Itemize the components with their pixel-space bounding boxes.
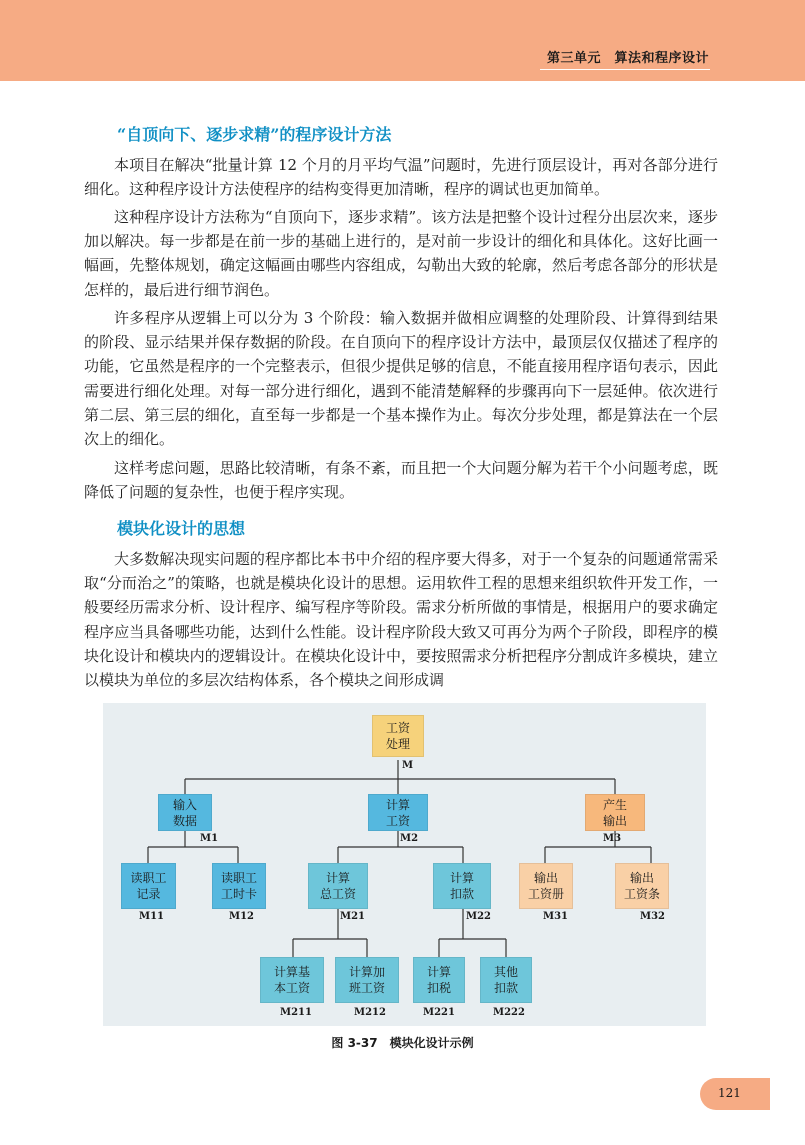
node-code: M222 bbox=[493, 1007, 525, 1018]
node-code: M32 bbox=[640, 911, 665, 922]
node-compute-tax: 计算 扣税 bbox=[413, 957, 465, 1003]
node-code: M212 bbox=[354, 1007, 386, 1018]
node-other-deductions: 其他 扣款 bbox=[480, 957, 532, 1003]
node-produce-output: 产生 输出 bbox=[585, 794, 645, 831]
node-compute-overtime: 计算加 班工资 bbox=[335, 957, 399, 1003]
node-read-employee-record: 读职工 记录 bbox=[121, 863, 176, 909]
paragraph: 这种程序设计方法称为“自顶向下，逐步求精”。该方法是把整个设计过程分出层次来，逐步加以解决。每一步都是在前一步的基础上进行的，是对前一步设计的细化和具体化。这好比画一幅画，先整体规划，确定这幅画由哪些内容组成，勾勒出大致的轮廓，然后考虑各部分的形状是怎样的，最后进行细节润色。 bbox=[84, 208, 718, 299]
node-input-data: 输入 数据 bbox=[158, 794, 212, 831]
node-code: M12 bbox=[229, 911, 254, 922]
paragraph: 许多程序从逻辑上可以分为 3 个阶段：输入数据并做相应调整的处理阶段、计算得到结果的阶段、显示结果并保存数据的阶段。在自顶向下的程序设计方法中，最顶层仅仅描述了程序的功能，它虽然是程序的一个完整表示，但很少提供足够的信息，不能直接用程序语句表示，因此需要进行细化处理。对每一部分进行细化，遇到不能清楚解释的步骤再向下一层延伸。依次进行第二层、第三层的细化，直至每一步都是一个基本操作为止。每次分步处理，都是算法在一个层次上的细化。 bbox=[84, 309, 718, 449]
node-compute-deduction: 计算 扣款 bbox=[433, 863, 491, 909]
figure-caption: 图 3-37 模块化设计示例 bbox=[331, 1036, 474, 1050]
unit-title: 第三单元 算法和程序设计 bbox=[546, 51, 709, 66]
node-payroll: 工资 处理 bbox=[372, 715, 424, 757]
node-code: M31 bbox=[543, 911, 568, 922]
node-compute-base-wage: 计算基 本工资 bbox=[260, 957, 324, 1003]
node-output-payroll-book: 输出 工资册 bbox=[519, 863, 573, 909]
node-compute-wage: 计算 工资 bbox=[368, 794, 428, 831]
section-heading-topdown: “自顶向下、逐步求精”的程序设计方法 bbox=[117, 125, 392, 144]
page-number: 121 bbox=[718, 1086, 741, 1100]
node-code: M2 bbox=[400, 833, 419, 844]
paragraph: 这样考虑问题，思路比较清晰，有条不紊，而且把一个大问题分解为若干个小问题考虑，既降低了问题的复杂性，也便于程序实现。 bbox=[84, 459, 718, 502]
node-compute-gross: 计算 总工资 bbox=[308, 863, 368, 909]
paragraph: 本项目在解决“批量计算 12 个月的月平均气温”问题时，先进行顶层设计，再对各部分进行细化。这种程序设计方法使程序的结构变得更加清晰，程序的调试也更加简单。 bbox=[84, 156, 718, 199]
node-read-timecard: 读职工 工时卡 bbox=[212, 863, 266, 909]
node-output-payslip: 输出 工资条 bbox=[615, 863, 669, 909]
node-code: M221 bbox=[423, 1007, 455, 1018]
node-code: M11 bbox=[139, 911, 164, 922]
node-code: M1 bbox=[200, 833, 219, 844]
node-code: M bbox=[402, 760, 414, 771]
module-hierarchy-diagram bbox=[103, 703, 706, 1026]
section-heading-modular: 模块化设计的思想 bbox=[117, 519, 246, 538]
paragraph: 大多数解决现实问题的程序都比本书中介绍的程序要大得多，对于一个复杂的问题通常需采取“分而治之”的策略，也就是模块化设计的思想。运用软件工程的思想来组织软件开发工作，一般要经历需求分析、设计程序、编写程序等阶段。需求分析所做的事情是，根据用户的要求确定程序应当具备哪些功能，达到什么性能。设计程序阶段大致又可再分为两个子阶段，即程序的模块化设计和模块内的逻辑设计。在模块化设计中，要按照需求分析把程序分割成许多模块，建立以模块为单位的多层次结构体系，各个模块之间形成调 bbox=[84, 550, 718, 690]
header-divider bbox=[540, 69, 710, 70]
node-code: M211 bbox=[280, 1007, 312, 1018]
node-code: M3 bbox=[603, 833, 622, 844]
node-code: M22 bbox=[466, 911, 491, 922]
node-code: M21 bbox=[340, 911, 365, 922]
